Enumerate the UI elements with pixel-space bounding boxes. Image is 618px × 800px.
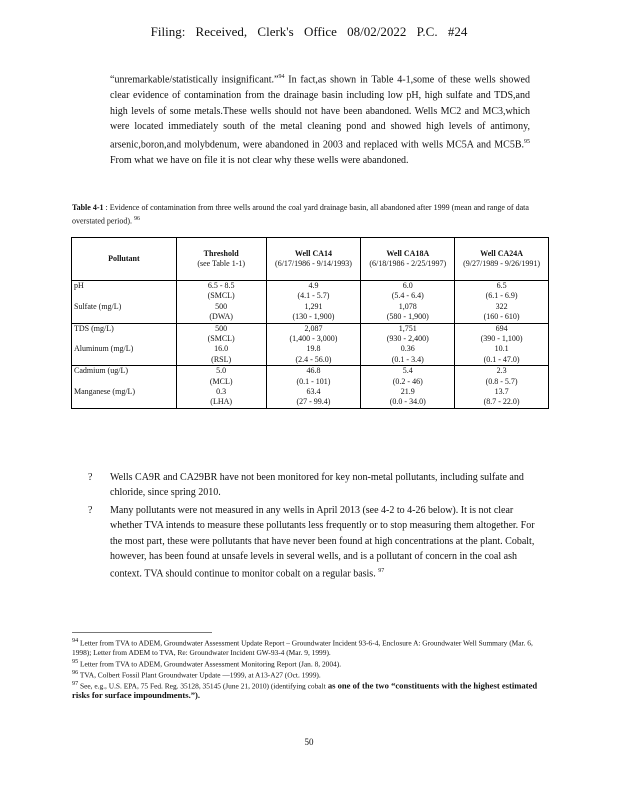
ca24a-cell [455,323,549,366]
ca14-cell [266,366,361,409]
ca18a-cell [361,323,455,366]
footnote-number: 97 [72,680,79,687]
paragraph-tail: From what we have on file it is not clear why these wells were abandoned. [110,154,409,166]
threshold-cell [176,366,266,409]
range-value: (8.7 - 22.0) [483,397,520,407]
bullet-text: Many pollutants were not measured in any wells in April 2013 (see 4-2 to 4-26 below). It is not clear whether TVA intends to measure these pollutants less frequently or to stop measuring them altogether. For the most part, these were pollutants that have never been found at high concentrations at the plant. Cobalt, however, has been found at unsafe levels in several wells, and is a pollutant of concern in the coal ash context. TVA should continue to monitor cobalt on a regular basis. [110,504,535,580]
mean-value: 46.8 [306,366,321,376]
table-row-group-cadmium-manganese [72,366,549,409]
bullet-list [88,470,538,584]
range-value: (27 - 99.4) [296,397,331,407]
well-name: Well CA24A [480,248,524,258]
well-period: (6/17/1986 - 9/14/1993) [275,259,352,268]
mean-value: 21.9 [400,387,415,397]
threshold-source: (RSL) [211,354,232,364]
ca18a-cell [361,281,455,324]
well-period: (9/27/1989 - 9/26/1991) [463,259,541,268]
range-value: (6.1 - 6.9) [485,291,518,301]
mean-value: 2,087 [304,323,323,333]
mean-value: 6.0 [402,281,413,290]
mean-value: 13.7 [494,387,509,397]
well-period: (6/18/1986 - 2/25/1997) [369,259,447,268]
threshold-value: 500 [215,301,228,311]
header-threshold [176,238,266,281]
pollutant-cadmium: Cadmium (ug/L) [74,366,128,376]
footnote-94 [72,637,542,658]
mean-value: 4.9 [308,281,319,290]
mean-value: 1,751 [398,323,417,333]
footnote-97 [72,680,542,701]
range-value: (930 - 2,400) [386,334,429,344]
pollutant-aluminum: Aluminum (mg/L) [74,344,134,354]
pollutant-cell [72,281,177,324]
table-row-group-ph-sulfate [72,281,549,324]
pollutant-sulfate: Sulfate (mg/L) [74,301,122,311]
mean-value: 5.4 [402,366,413,376]
range-value: (2.4 - 56.0) [295,354,332,364]
threshold-cell [176,281,266,324]
header-threshold-title: Threshold [203,248,239,258]
pollutant-cell [72,366,177,409]
contamination-table [71,237,549,409]
header-well-ca14 [266,238,361,281]
range-value: (5.4 - 6.4) [391,291,424,301]
bullet-item [88,503,538,582]
ca14-cell [266,323,361,366]
table-header-row [72,238,549,281]
filing-header: Filing: Received, Clerk's Office 08/02/2022 P.C. #24 [150,24,468,39]
range-value: (580 - 1,900) [386,312,429,322]
ca14-cell [266,281,361,324]
table-caption [72,202,532,227]
table-caption-text: : Evidence of contamination from three wells around the coal yard drainage basin, all abandoned after 1999 (mean and range of data overstated period). [72,203,529,226]
mean-value: 694 [495,323,508,333]
threshold-source: (SMCL) [207,334,235,344]
mean-value: 1,078 [398,301,417,311]
footnote-ref-97[interactable]: 97 [378,568,385,575]
footnote-divider [72,632,212,633]
range-value: (0.0 - 34.0) [389,397,426,407]
pollutant-ph: pH [74,281,84,290]
threshold-value: 16.0 [214,344,229,354]
range-value: (130 - 1,900) [292,312,335,322]
footnote-ref-95[interactable]: 95 [524,138,530,145]
footnote-96 [72,669,542,680]
footnote-95 [72,658,542,669]
bullet-item [88,470,538,501]
footnote-text: Letter from TVA to ADEM, Groundwater Assessment Monitoring Report (Jan. 8, 2004). [80,659,342,669]
mean-value: 2.3 [496,366,507,376]
paragraph-body: In fact,as shown in Table 4-1,some of these wells showed clear evidence of contamination from the drainage basin including low pH, high sulfate and TDS,and high levels of some metals.These wells should not have been abandoned. Wells MC2 and MC3,which were located immediately south of the metal cleaning pond and showed high levels of antimony, arsenic,boron,and molybdenum, were abandoned in 2003 and replaced with wells MC5A and MC5B. [110,74,530,151]
footnote-number: 94 [72,638,79,644]
range-value: (0.1 - 3.4) [391,354,424,364]
mean-value: 63.4 [306,387,321,397]
pollutant-tds: TDS (mg/L) [74,323,114,333]
page-number: 50 [304,737,314,747]
header-pollutant: Pollutant [72,238,177,281]
ca18a-cell [361,366,455,409]
threshold-value: 6.5 - 8.5 [207,281,235,290]
paragraph-lead: “unremarkable/statistically insignificant.” [110,74,279,86]
footnote-text: Letter from TVA to ADEM, Groundwater Assessment Update Report – Groundwater Incident 93-6-4, Enclosure A: Groundwater Well Summary (Mar. 6, 1998); Letter from ADEM to TVA, Re: Groundwater Incident GW-93-4 (Mar. 9, 1999). [72,638,533,658]
threshold-source: (MCL) [209,376,233,386]
mean-value: 6.5 [496,281,507,290]
range-value: (0.1 - 101) [296,376,331,386]
ca24a-cell [455,366,549,409]
footnote-text: See, e.g., U.S. EPA, 75 Fed. Reg. 35128, 35145 (June 21, 2010) (identifying cobalt [80,681,326,691]
threshold-cell [176,323,266,366]
threshold-value: 500 [215,323,228,333]
table-caption-label: Table 4-1 [72,203,104,212]
well-name: Well CA14 [294,248,333,258]
footnote-ref-94[interactable]: 94 [278,74,285,80]
header-well-ca24a [455,238,549,281]
well-name: Well CA18A [386,248,430,258]
pollutant-manganese: Manganese (mg/L) [74,387,136,397]
bullet-marker: ? [88,472,93,483]
footnote-quote: as one of the two “constituents with the highest estimated risks for surface impoundments.”). [72,680,538,700]
footnotes [72,637,542,700]
range-value: (0.2 - 46) [392,376,423,386]
threshold-value: 5.0 [216,366,227,376]
ca24a-cell [455,281,549,324]
table-row-group-tds-aluminum [72,323,549,366]
range-value: (0.1 - 47.0) [483,354,520,364]
mean-value: 322 [495,301,508,311]
range-value: (390 - 1,100) [480,334,523,344]
range-value: (160 - 610) [483,312,520,322]
threshold-source: (DWA) [209,312,233,322]
mean-value: 1,291 [304,301,323,311]
bullet-text: Wells CA9R and CA29BR have not been monitored for key non-metal pollutants, including sulfate and chloride, since spring 2010. [110,472,524,499]
bullet-marker: ? [88,504,93,516]
mean-value: 10.1 [494,344,509,354]
threshold-source: (LHA) [210,397,233,407]
threshold-value: 0.3 [216,387,227,397]
footnote-text: TVA, Colbert Fossil Plant Groundwater Update —1999, at A13-A27 (Oct. 1999). [79,670,321,680]
pollutant-cell [72,323,177,366]
header-threshold-sub: (see Table 1-1) [197,259,246,268]
body-paragraph [110,70,530,168]
footnote-number: 95 [72,658,79,665]
footnote-number: 96 [72,669,79,676]
mean-value: 19.8 [306,344,321,354]
range-value: (4.1 - 5.7) [297,291,330,301]
range-value: (0.8 - 5.7) [485,376,518,386]
footnote-ref-96[interactable]: 96 [133,215,140,222]
mean-value: 0.36 [400,344,415,354]
header-well-ca18a [361,238,455,281]
range-value: (1,400 - 3,000) [289,334,338,344]
threshold-source: (SMCL) [207,291,235,301]
